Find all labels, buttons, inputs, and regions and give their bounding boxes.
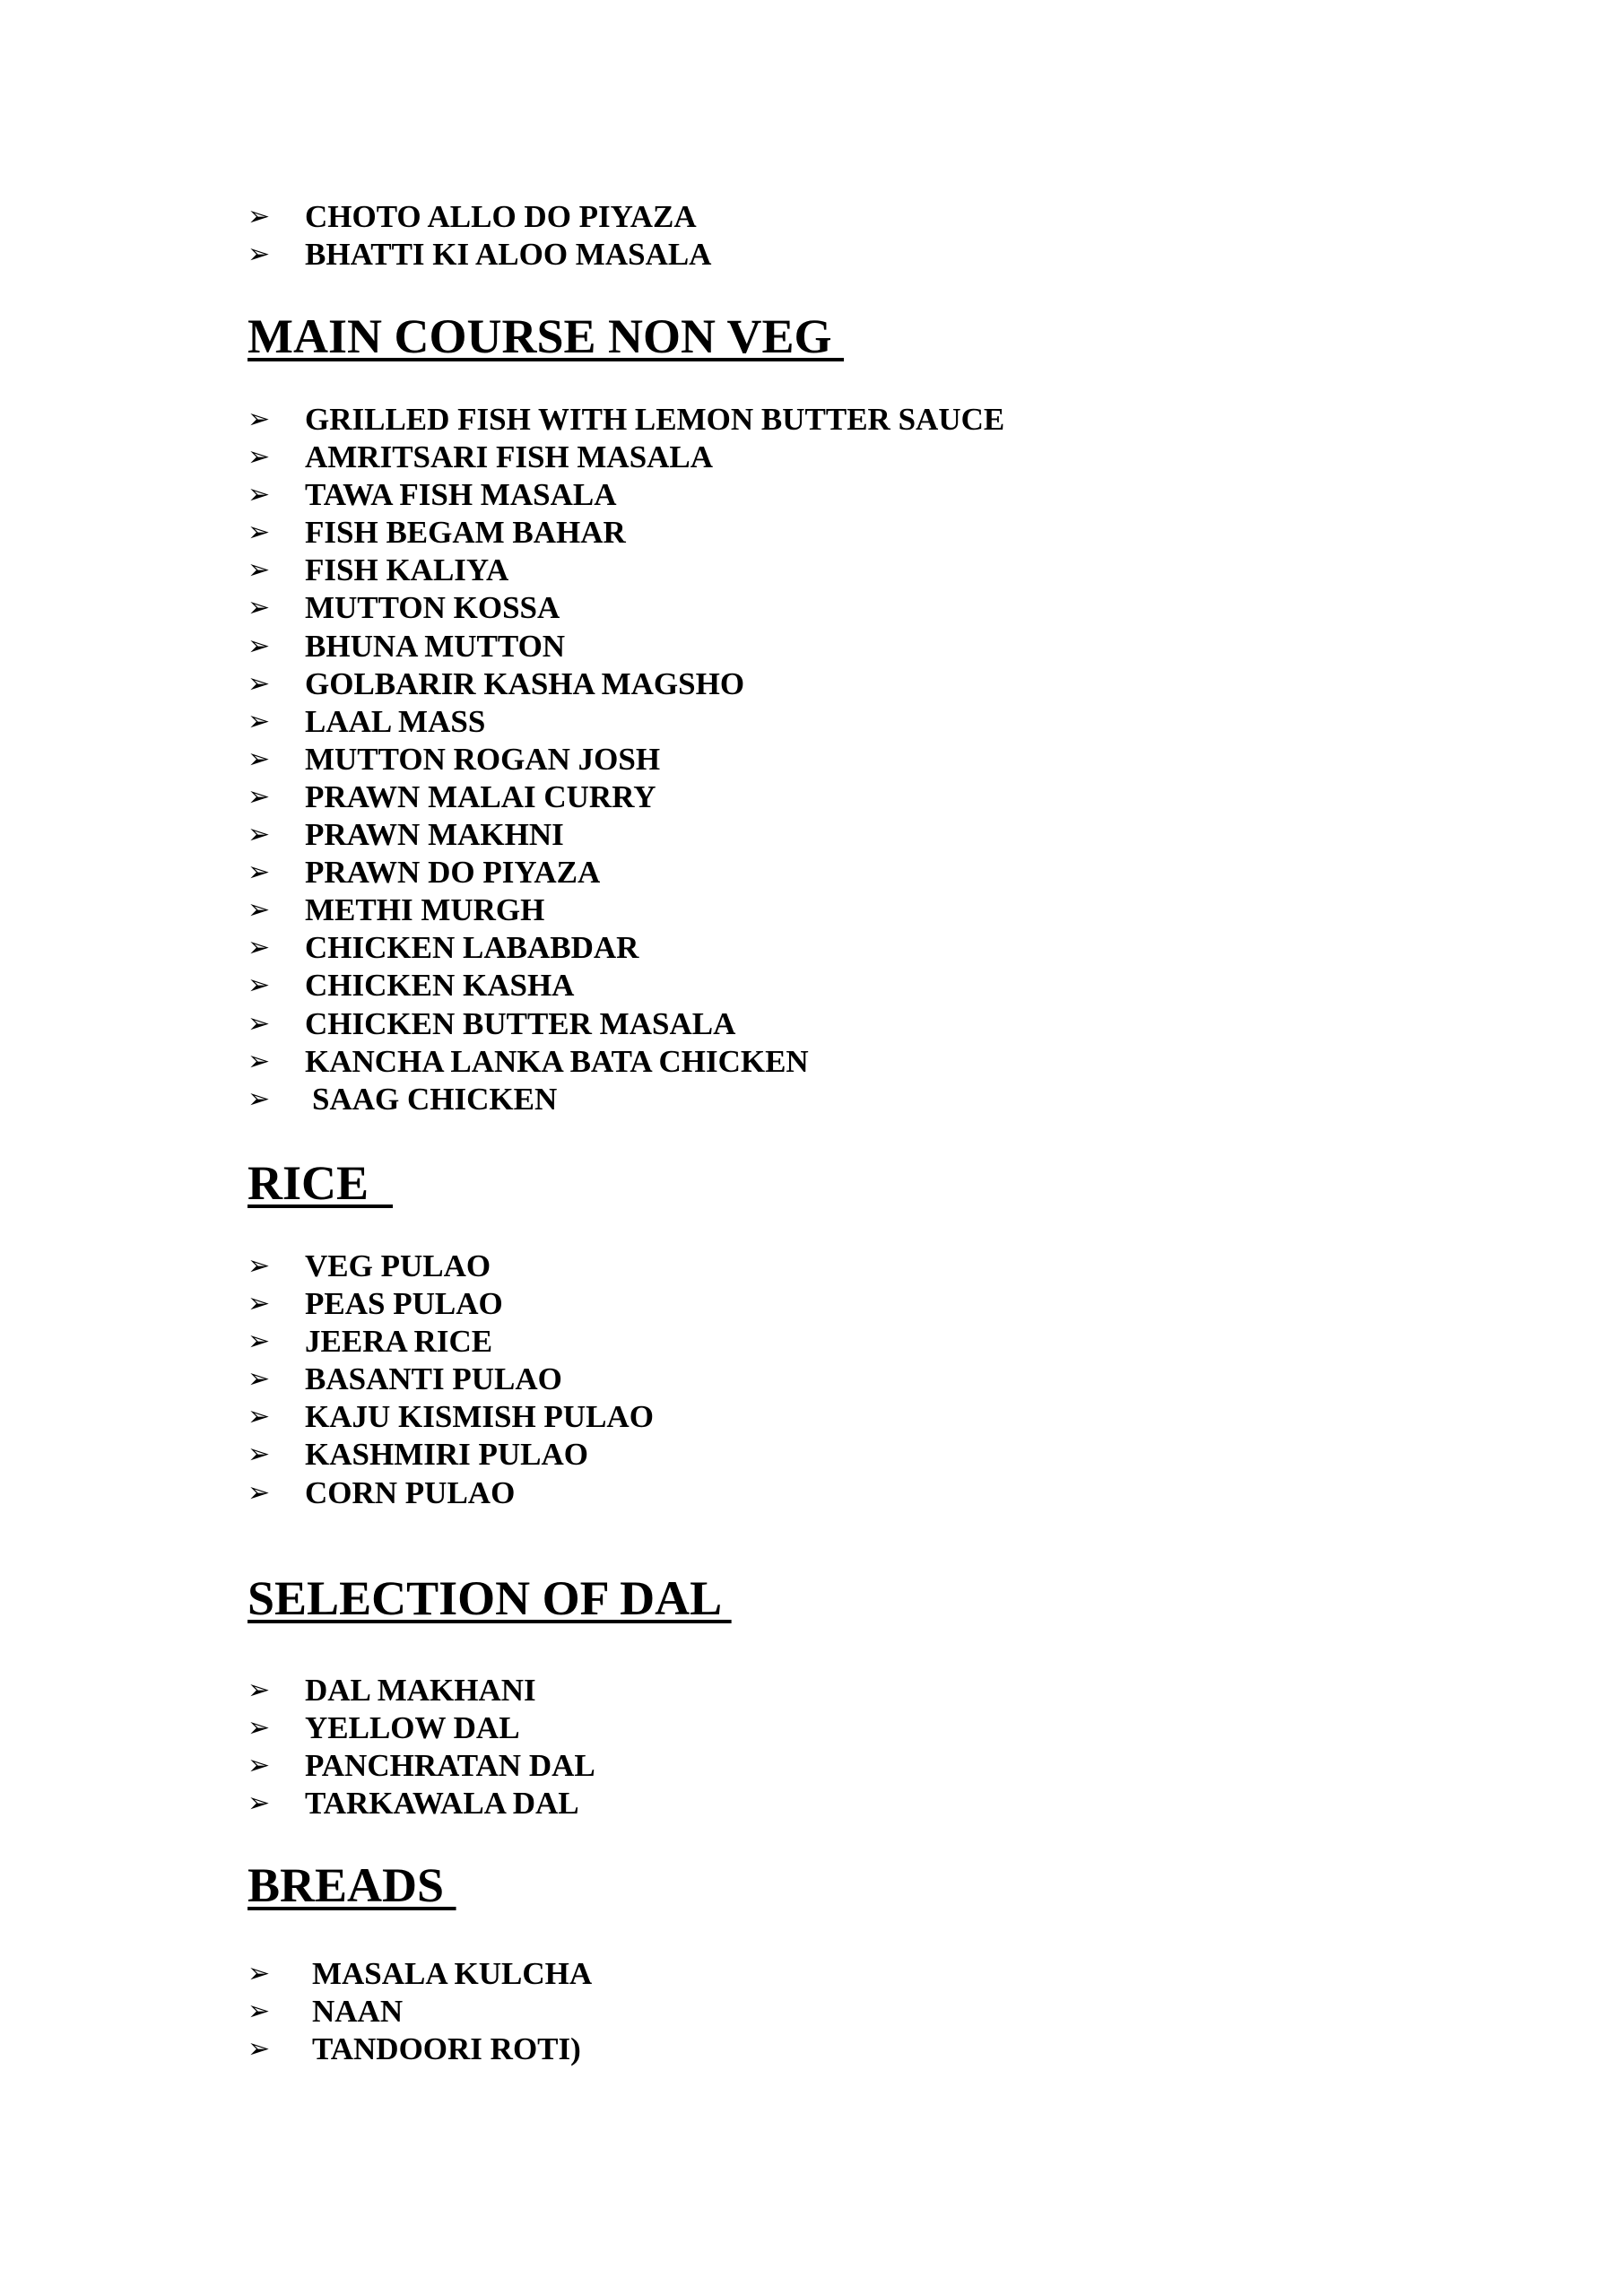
arrow-bullet-icon: ➢ xyxy=(248,404,271,435)
arrow-bullet-icon: ➢ xyxy=(248,1712,271,1744)
arrow-bullet-icon: ➢ xyxy=(248,1007,271,1039)
arrow-bullet-icon: ➢ xyxy=(248,819,271,851)
section-heading-rice: RICE xyxy=(248,1156,394,1210)
section-heading-breads: BREADS xyxy=(248,1858,456,1912)
arrow-bullet-icon: ➢ xyxy=(248,780,271,813)
arrow-bullet-icon: ➢ xyxy=(248,1958,271,1989)
arrow-bullet-icon: ➢ xyxy=(248,592,271,624)
arrow-bullet-icon: ➢ xyxy=(248,705,271,737)
arrow-bullet-icon: ➢ xyxy=(248,970,271,1002)
arrow-bullet-icon: ➢ xyxy=(248,1750,271,1782)
arrow-bullet-icon: ➢ xyxy=(248,2033,271,2066)
arrow-bullet-icon: ➢ xyxy=(248,479,271,511)
arrow-bullet-icon: ➢ xyxy=(248,517,271,549)
arrow-bullet-icon: ➢ xyxy=(248,1326,271,1358)
arrow-bullet-icon: ➢ xyxy=(248,1996,271,2028)
arrow-bullet-icon: ➢ xyxy=(248,239,271,271)
section-heading-selection-of-dal: SELECTION OF DAL xyxy=(248,1571,732,1625)
arrow-bullet-icon: ➢ xyxy=(248,201,271,232)
menu-page: ➢ CHOTO ALLO DO PIYAZA ➢ BHATTI KI ALOO MASALA MAIN COURSE NON VEG ➢ GRILLED FISH WITH LEMON BUTTER SAUCE ➢ AMRITSARI FISH MASALA ➢ TAWA FISH MASALA ➢ FISH BEGAM BAHAR ➢ FISH KALIYA ➢ MUTTON KOSSA ➢ BHUNA MUTTON ➢ GOLBARIR KASHA MAGSHO ➢ LAAL MASS ➢ MUTTON ROGAN JOSH ➢ PRAWN MALAI CURRY ➢ PRAWN MAKHNI ➢ PRAWN DO PIYAZA ➢ METHI MURGH ➢ CHICKEN LABABDAR ➢ CHICKEN KASHA ➢ CHICKEN BUTTER MASALA ➢ KANCHA LANKA BATA CHICKEN ➢ SAAG CHICKEN RICE ➢ VEG PULAO ➢ PEAS PULAO ➢ JEERA RICE ➢ BASANTI PULAO ➢ KAJU KISMISH PULAO ➢ KASHMIRI PULAO ➢ CORN PULAO SELECTION OF DAL ➢ DAL MAKHANI ➢ YELLOW DAL ➢ PANCHRATAN DAL ➢ TARKAWALA DAL BREADS ➢ MASALA KULCHA ➢ NAAN ➢ TANDOORI ROTI) xyxy=(248,199,1005,2067)
arrow-bullet-icon: ➢ xyxy=(248,894,271,926)
arrow-bullet-icon: ➢ xyxy=(248,743,271,775)
arrow-bullet-icon: ➢ xyxy=(248,1250,271,1282)
section-heading-main-course-non-veg: MAIN COURSE NON VEG xyxy=(248,309,845,363)
arrow-bullet-icon: ➢ xyxy=(248,932,271,964)
arrow-bullet-icon: ➢ xyxy=(248,1439,271,1471)
arrow-bullet-icon: ➢ xyxy=(248,667,271,700)
arrow-bullet-icon: ➢ xyxy=(248,630,271,662)
arrow-bullet-icon: ➢ xyxy=(248,1083,271,1115)
arrow-bullet-icon: ➢ xyxy=(248,857,271,889)
arrow-bullet-icon: ➢ xyxy=(248,1045,271,1077)
arrow-bullet-icon: ➢ xyxy=(248,441,271,474)
arrow-bullet-icon: ➢ xyxy=(248,1674,271,1706)
arrow-bullet-icon: ➢ xyxy=(248,1787,271,1820)
arrow-bullet-icon: ➢ xyxy=(248,1476,271,1509)
arrow-bullet-icon: ➢ xyxy=(248,1401,271,1433)
arrow-bullet-icon: ➢ xyxy=(248,1288,271,1320)
arrow-bullet-icon: ➢ xyxy=(248,1363,271,1396)
arrow-bullet-icon: ➢ xyxy=(248,554,271,587)
